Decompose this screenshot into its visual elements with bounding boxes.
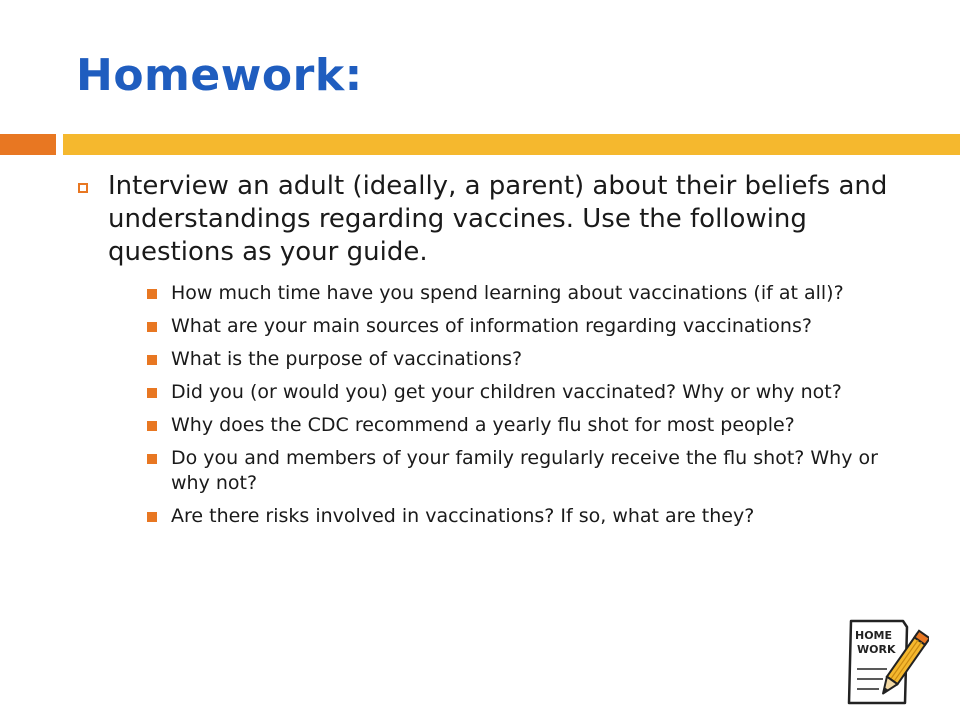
question-text: Are there risks involved in vaccinations? If so, what are they? — [171, 505, 755, 527]
accent-bar-right — [63, 134, 960, 155]
slide-content — [74, 170, 904, 537]
question-item — [147, 504, 891, 529]
square-bullet-icon — [147, 512, 157, 522]
square-bullet-icon — [147, 421, 157, 431]
square-bullet-icon — [147, 322, 157, 332]
question-item — [147, 347, 891, 372]
main-bullet-text: Interview an adult (ideally, a parent) about their beliefs and understandings regarding vaccines. Use the following questions as your guide. — [108, 171, 888, 267]
hollow-square-bullet-icon — [78, 183, 88, 193]
question-text: What is the purpose of vaccinations? — [171, 348, 523, 370]
square-bullet-icon — [147, 388, 157, 398]
square-bullet-icon — [147, 355, 157, 365]
question-item — [147, 314, 891, 339]
question-item — [147, 281, 891, 306]
square-bullet-icon — [147, 454, 157, 464]
homework-pencil-icon — [843, 617, 929, 707]
icon-text-home: HOME — [855, 629, 893, 642]
question-text: Why does the CDC recommend a yearly flu shot for most people? — [171, 414, 795, 436]
question-text: What are your main sources of information regarding vaccinations? — [171, 315, 812, 337]
accent-bar-left — [0, 134, 56, 155]
question-text: How much time have you spend learning about vaccinations (if at all)? — [171, 282, 844, 304]
question-list — [74, 281, 904, 529]
question-text: Do you and members of your family regularly receive the flu shot? Why or why not? — [171, 447, 878, 494]
icon-text-work: WORK — [857, 643, 896, 656]
question-text: Did you (or would you) get your children vaccinated? Why or why not? — [171, 381, 842, 403]
question-item — [147, 446, 891, 496]
question-item — [147, 380, 891, 405]
main-bullet — [74, 170, 904, 269]
square-bullet-icon — [147, 289, 157, 299]
slide-title: Homework: — [76, 50, 363, 101]
question-item — [147, 413, 891, 438]
